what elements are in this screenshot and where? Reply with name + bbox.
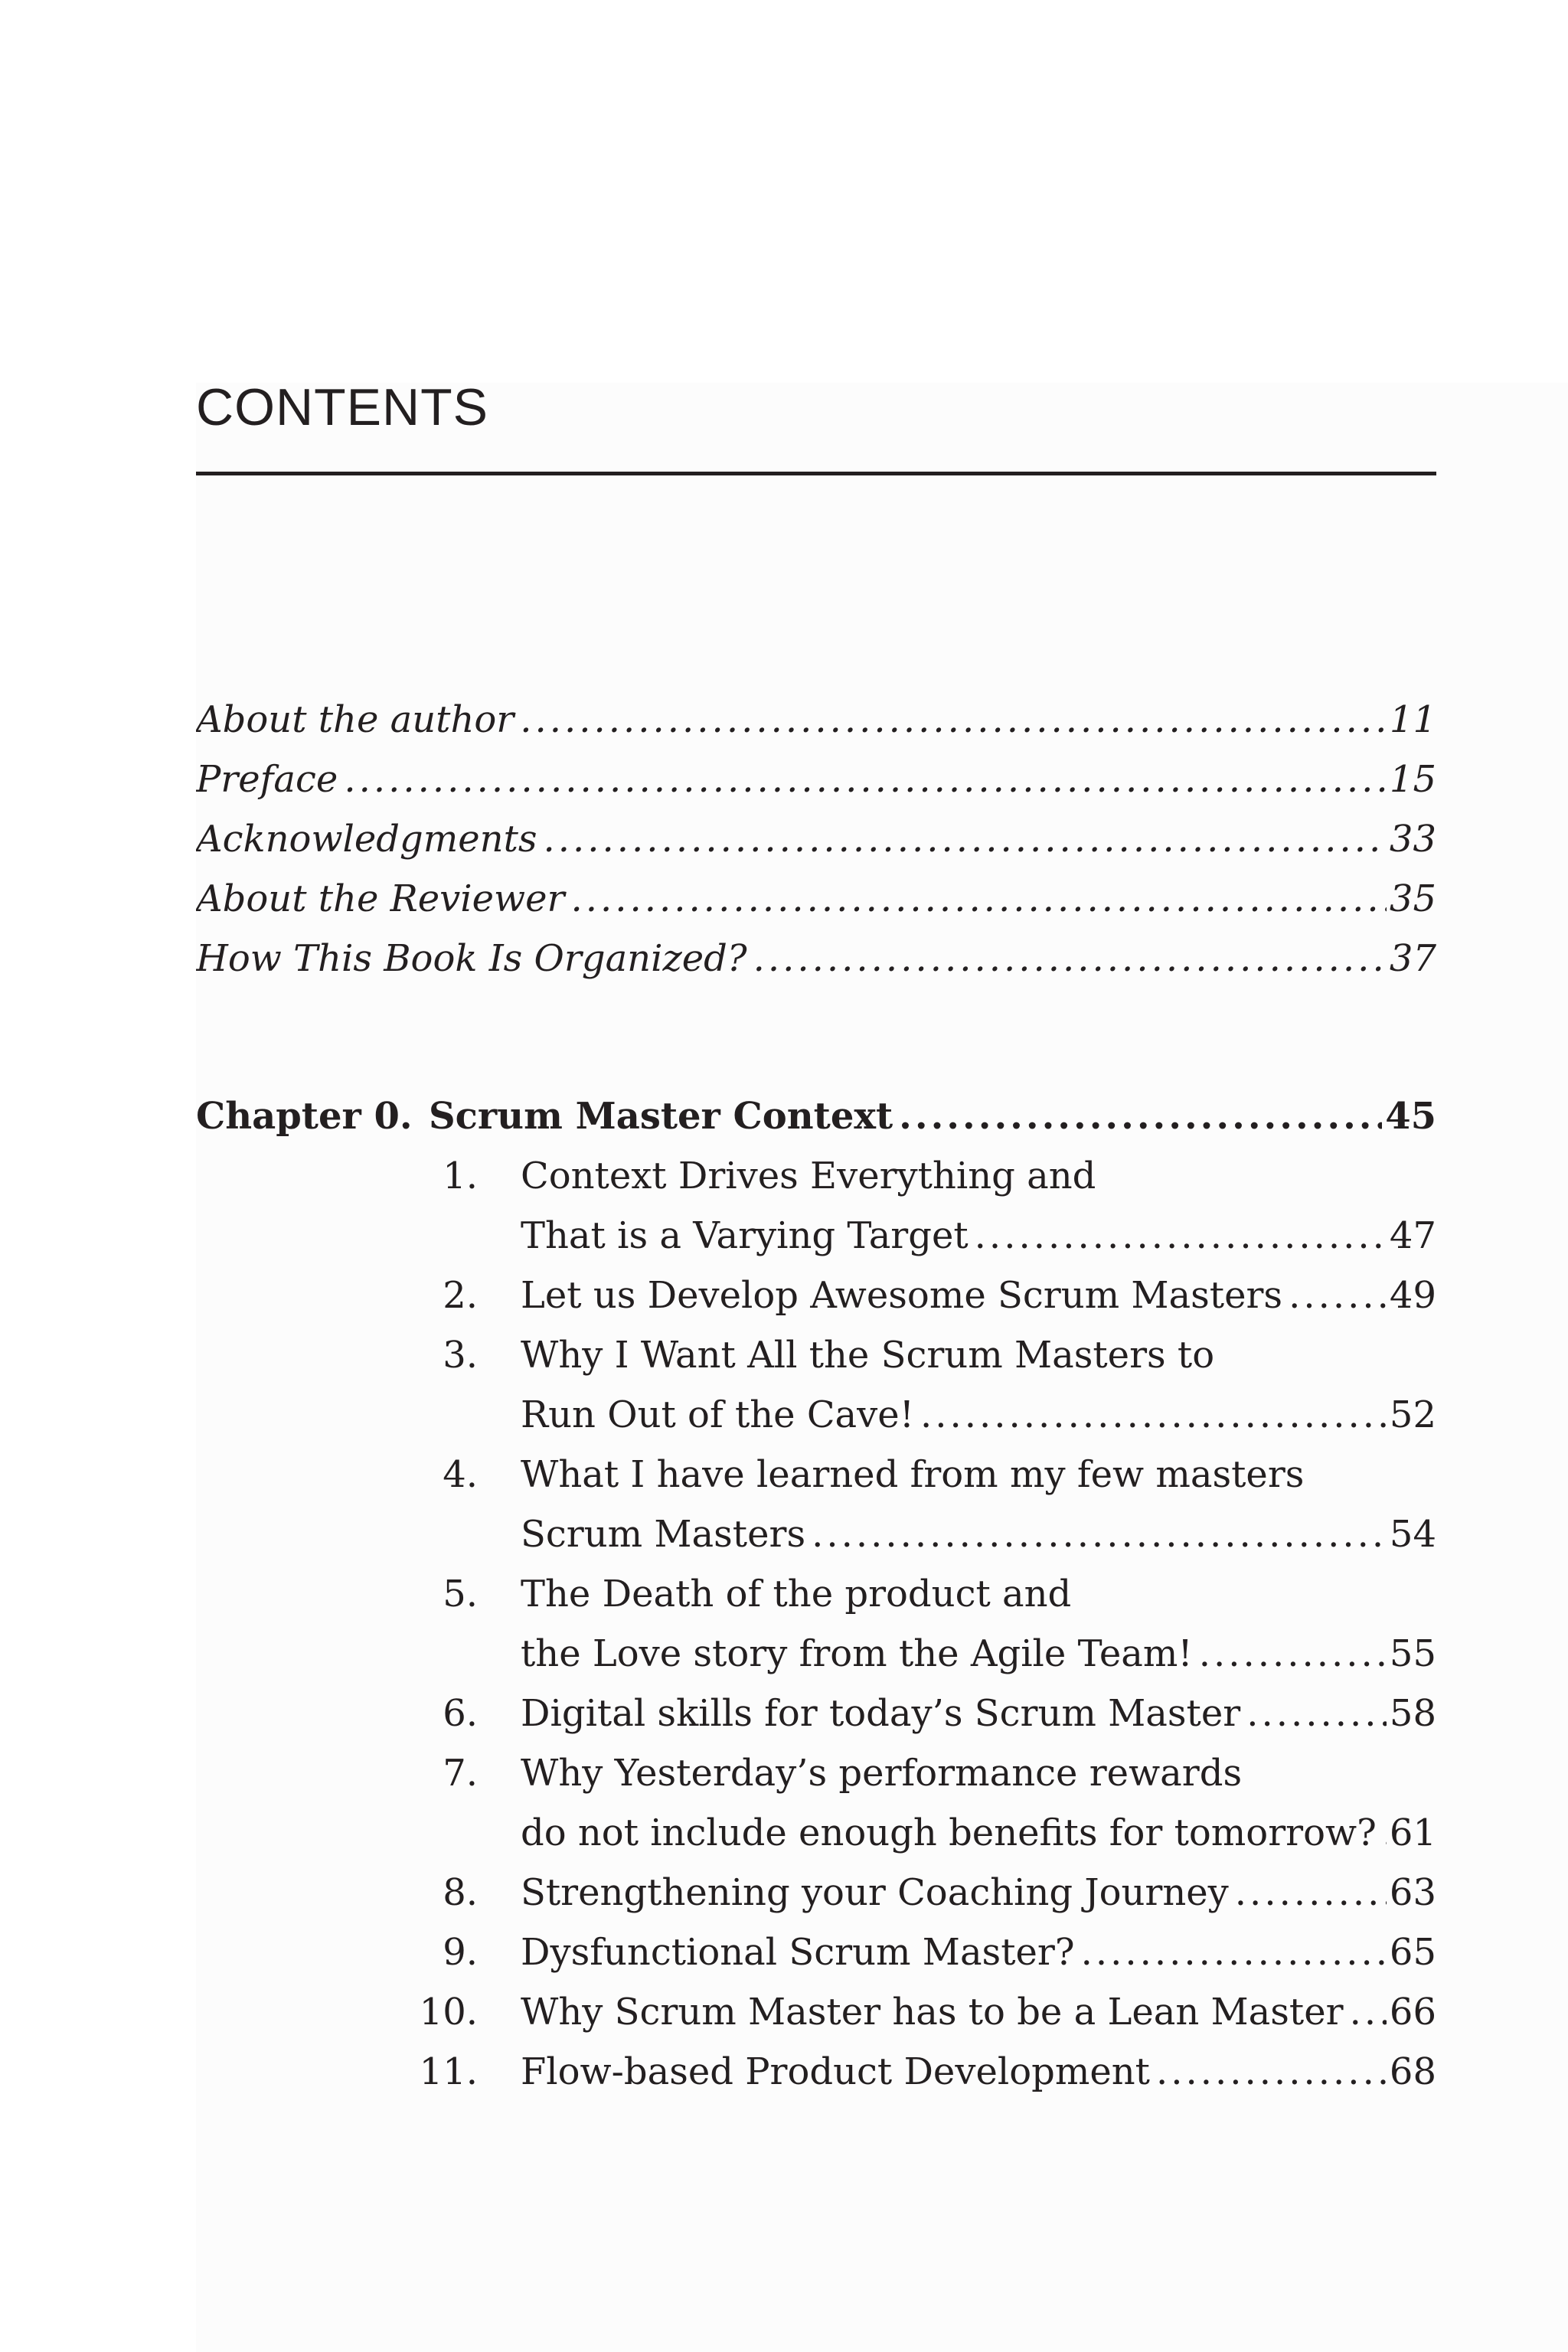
toc-entry-acknowledgments[interactable]	[196, 810, 1436, 868]
dot-leader	[1235, 1864, 1387, 1922]
section-page: 61	[1389, 1811, 1436, 1854]
dot-leader	[1199, 1625, 1387, 1683]
toc-entry-title: About the author	[196, 698, 514, 741]
dot-leader	[1289, 1266, 1387, 1325]
section-title: Strengthening your Coaching Journey	[521, 1871, 1229, 1914]
section-number: 9.	[443, 1931, 478, 1974]
toc-entry-page: 37	[1389, 937, 1436, 980]
section-title-line: the Love story from the Agile Team!	[521, 1632, 1193, 1675]
dot-leader	[899, 1087, 1382, 1145]
section-title-line[interactable]: Why I Want All the Scrum Masters to	[521, 1334, 1215, 1377]
section-page: 68	[1389, 2050, 1436, 2093]
toc-section-entry[interactable]	[521, 2043, 1436, 2101]
section-number: 7.	[443, 1752, 478, 1795]
page-title: CONTENTS	[196, 378, 488, 436]
section-title-line[interactable]: Context Drives Everything and	[521, 1155, 1096, 1197]
dot-leader	[1156, 2043, 1387, 2101]
toc-entry-page: 15	[1389, 758, 1436, 801]
toc-section-entry[interactable]	[521, 1804, 1436, 1862]
toc-entry-about-reviewer[interactable]	[196, 870, 1436, 928]
section-title: Let us Develop Awesome Scrum Masters	[521, 1274, 1283, 1317]
section-number: 10.	[419, 1991, 478, 2034]
section-number: 11.	[419, 2050, 478, 2093]
section-title-line: Scrum Masters	[521, 1513, 806, 1556]
toc-chapter-entry[interactable]	[429, 1087, 1436, 1145]
dot-leader	[975, 1207, 1387, 1265]
section-title-line[interactable]: What I have learned from my few masters	[521, 1453, 1305, 1496]
section-number: 8.	[443, 1871, 478, 1914]
toc-section-entry[interactable]	[521, 1207, 1436, 1265]
section-title-line[interactable]: The Death of the product and	[521, 1573, 1072, 1615]
dot-leader	[344, 750, 1387, 808]
dot-leader	[920, 1386, 1387, 1444]
toc-entry-title: Preface	[196, 758, 338, 801]
section-number: 6.	[443, 1692, 478, 1735]
section-title: Digital skills for today’s Scrum Master	[521, 1692, 1241, 1735]
toc-section-entry[interactable]	[521, 1983, 1436, 2041]
dot-leader	[1246, 1684, 1387, 1743]
section-title: Dysfunctional Scrum Master?	[521, 1931, 1075, 1974]
toc-section-entry[interactable]	[521, 1266, 1436, 1325]
section-number: 3.	[443, 1334, 478, 1377]
section-title: Flow-based Product Development	[521, 2050, 1150, 2093]
dot-leader	[1081, 1923, 1387, 1981]
toc-section-entry[interactable]	[521, 1684, 1436, 1743]
toc-section-entry[interactable]	[521, 1625, 1436, 1683]
section-title-line: Run Out of the Cave!	[521, 1393, 914, 1436]
toc-entry-page: 35	[1389, 877, 1436, 920]
toc-section-entry[interactable]	[521, 1386, 1436, 1444]
section-page: 49	[1389, 1274, 1436, 1317]
section-number: 4.	[443, 1453, 478, 1496]
chapter-page: 45	[1385, 1095, 1436, 1138]
section-number: 2.	[443, 1274, 478, 1317]
section-title-line: do not include enough benefits for tomorrow?	[521, 1811, 1377, 1854]
toc-entry-title: Acknowledgments	[196, 818, 537, 861]
section-page: 66	[1389, 1991, 1436, 2034]
dot-leader	[544, 810, 1387, 868]
section-number: 5.	[443, 1573, 478, 1615]
chapter-title: Scrum Master Context	[429, 1095, 893, 1138]
dot-leader	[570, 870, 1386, 928]
section-title: Why Scrum Master has to be a Lean Master	[521, 1991, 1344, 2034]
dot-leader	[753, 929, 1387, 988]
dot-leader	[812, 1505, 1387, 1563]
toc-entry-page: 11	[1389, 698, 1436, 741]
section-page: 55	[1389, 1632, 1436, 1675]
toc-entry-book-organization[interactable]	[196, 929, 1436, 988]
toc-section-entry[interactable]	[521, 1923, 1436, 1981]
toc-entry-about-author[interactable]	[196, 691, 1436, 749]
section-page: 52	[1389, 1393, 1436, 1436]
toc-entry-title: How This Book Is Organized?	[196, 937, 747, 980]
section-page: 63	[1389, 1871, 1436, 1914]
title-divider	[196, 472, 1436, 475]
chapter-label: Chapter 0.	[196, 1095, 413, 1138]
section-title-line[interactable]: Why Yesterday’s performance rewards	[521, 1752, 1243, 1795]
section-page: 54	[1389, 1513, 1436, 1556]
section-page: 58	[1389, 1692, 1436, 1735]
toc-entry-title: About the Reviewer	[196, 877, 565, 920]
section-title-line: That is a Varying Target	[521, 1214, 969, 1257]
section-page: 47	[1389, 1214, 1436, 1257]
toc-section-entry[interactable]	[521, 1864, 1436, 1922]
section-page: 65	[1389, 1931, 1436, 1974]
toc-entry-preface[interactable]	[196, 750, 1436, 808]
dot-leader	[520, 691, 1387, 749]
toc-entry-page: 33	[1389, 818, 1436, 861]
section-number: 1.	[443, 1155, 478, 1197]
dot-leader	[1350, 1983, 1387, 2041]
toc-section-entry[interactable]	[521, 1505, 1436, 1563]
